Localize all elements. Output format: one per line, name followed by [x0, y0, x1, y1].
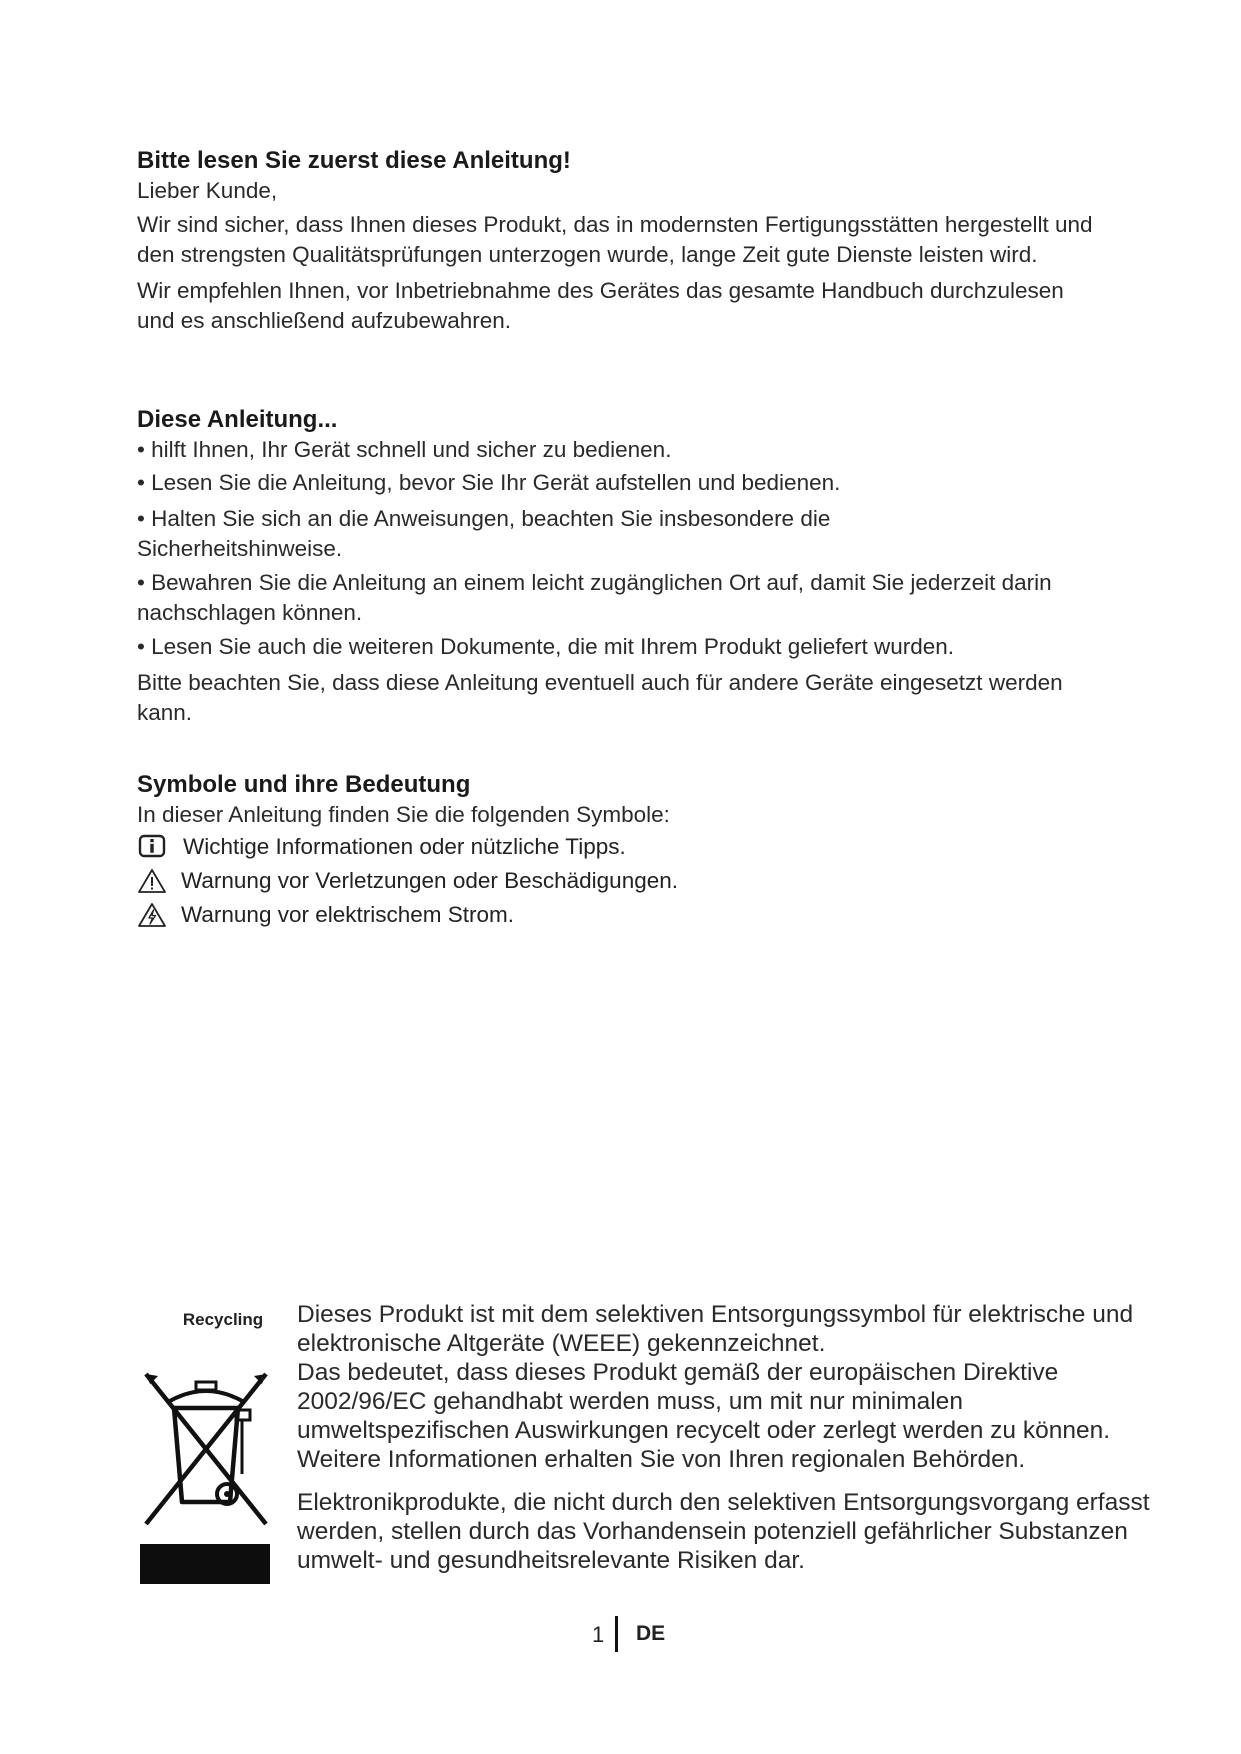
electric-warning-icon	[137, 902, 167, 928]
recycling-text	[297, 1300, 1157, 1575]
intro-title: Bitte lesen Sie zuerst diese Anleitung!	[137, 147, 571, 174]
symbols-intro: In dieser Anleitung finden Sie die folgenden Symbole:	[137, 802, 670, 827]
manual-bullet: • Bewahren Sie die Anleitung an einem leicht zugänglichen Ort auf, damit Sie jederzeit darin nachschlagen können.	[137, 570, 1052, 625]
symbol-text-warning: Warnung vor Verletzungen oder Beschädigungen.	[181, 868, 678, 893]
symbol-row-warning	[137, 864, 1097, 898]
recycling-label: Recycling	[182, 1310, 264, 1329]
warning-triangle-icon	[137, 868, 167, 894]
recycling-paragraph-3: Elektronikprodukte, die nicht durch den selektiven Entsorgungsvorgang erfasst werden, stellen durch das Vorhandensein potenziell gefährlicher Substanzen umwelt- und gesundheitsrelevante Risiken dar.	[297, 1489, 1150, 1574]
manual-section	[137, 405, 1097, 728]
page-number: 1	[592, 1622, 605, 1647]
recycling-paragraph-1: Dieses Produkt ist mit dem selektiven Entsorgungssymbol für elektrische und elektronische Altgeräte (WEEE) gekennzeichnet.	[297, 1301, 1134, 1357]
intro-paragraph-2: Wir empfehlen Ihnen, vor Inbetriebnahme des Gerätes das gesamte Handbuch durchzulesen und es anschließend aufzubewahren.	[137, 278, 1064, 333]
intro-section	[137, 146, 1097, 336]
manual-bullet: • Lesen Sie die Anleitung, bevor Sie Ihr Gerät aufstellen und bedienen.	[137, 470, 841, 495]
symbols-section	[137, 770, 1097, 932]
manual-note: Bitte beachten Sie, dass diese Anleitung eventuell auch für andere Geräte eingesetzt werden kann.	[137, 670, 1063, 725]
symbol-text-info: Wichtige Informationen oder nützliche Tipps.	[183, 834, 626, 859]
manual-bullet: • hilft Ihnen, Ihr Gerät schnell und sicher zu bedienen.	[137, 437, 672, 462]
manual-title: Diese Anleitung...	[137, 406, 338, 433]
info-icon	[137, 834, 167, 860]
symbol-row-electric	[137, 898, 1097, 932]
manual-bullet: • Lesen Sie auch die weiteren Dokumente, die mit Ihrem Produkt geliefert wurden.	[137, 634, 955, 659]
intro-salutation: Lieber Kunde,	[137, 178, 278, 203]
intro-paragraph-1: Wir sind sicher, dass Ihnen dieses Produkt, das in modernsten Fertigungsstätten hergestellt und den strengsten Qualitätsprüfungen unterzogen wurde, lange Zeit gute Dienste leisten wird.	[137, 212, 1093, 267]
symbols-title: Symbole und ihre Bedeutung	[137, 771, 471, 798]
weee-crossed-bin-icon	[140, 1362, 272, 1532]
page-footer	[0, 1614, 1241, 1654]
symbol-text-electric: Warnung vor elektrischem Strom.	[181, 902, 515, 927]
recycling-paragraph-2: Das bedeutet, dass dieses Produkt gemäß der europäischen Direktive 2002/96/EC gehandhabt werden muss, um mit nur minimalen umweltspezifischen Auswirkungen recycelt oder zerlegt werden zu können. Weitere Informationen erhalten Sie von Ihren regionalen Behörden.	[297, 1359, 1111, 1473]
weee-black-bar	[140, 1544, 270, 1584]
language-code: DE	[636, 1622, 666, 1645]
symbol-row-info	[137, 830, 1097, 864]
footer-divider	[615, 1616, 618, 1652]
manual-bullet: • Halten Sie sich an die Anweisungen, beachten Sie insbesondere die Sicherheitshinweise.	[137, 506, 831, 561]
